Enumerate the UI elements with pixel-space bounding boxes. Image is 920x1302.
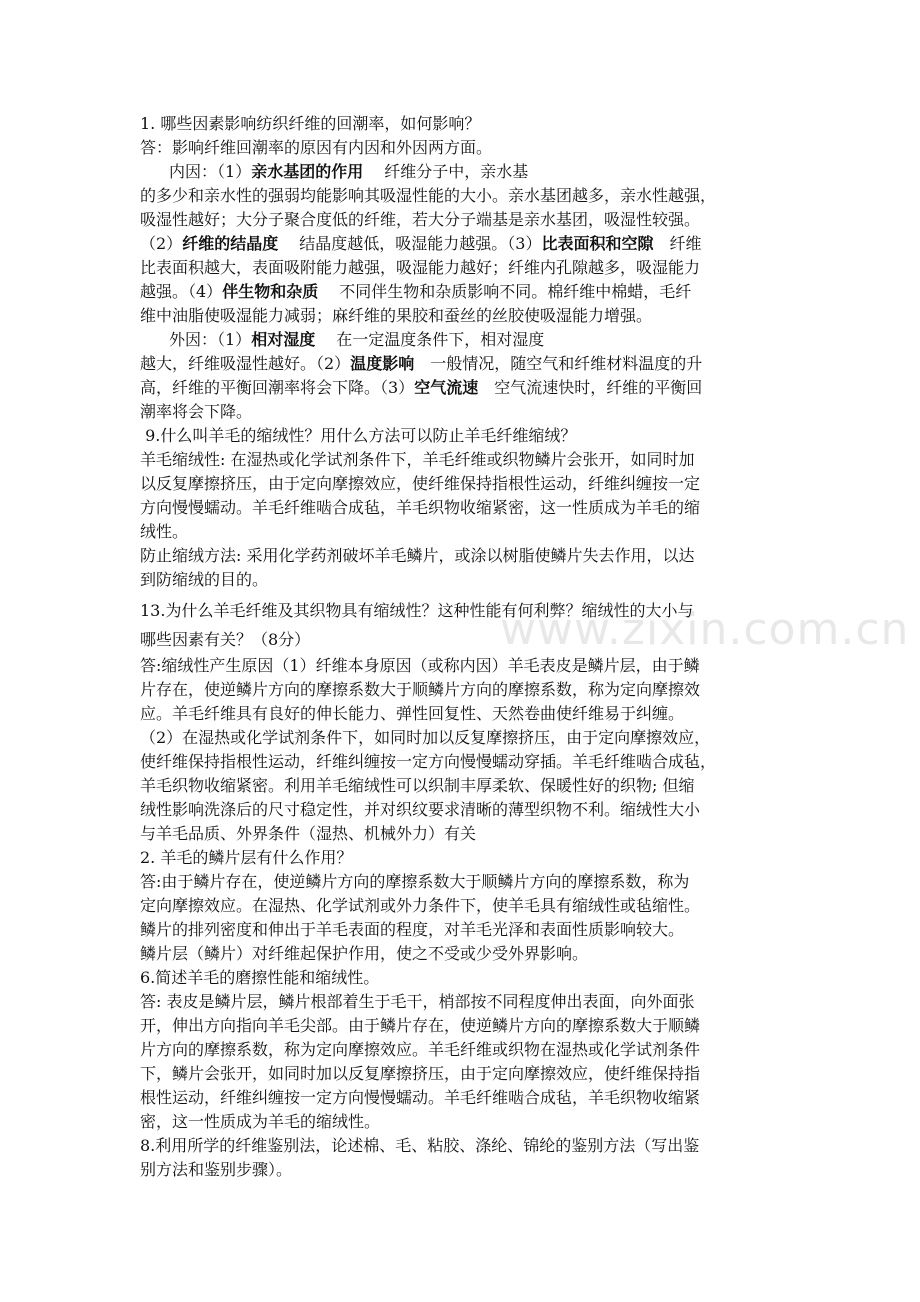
text: （2） (140, 234, 183, 253)
q13-line: 片存在，使逆鳞片方向的摩擦系数大于顺鳞片方向的摩擦系数，称为定向摩擦效 (140, 680, 701, 699)
q13-line: 绒性影响洗涤后的尺寸稳定性，并对织纹要求清晰的薄型织物不利。缩绒性大小 (140, 800, 701, 819)
text: 越大，纤维吸湿性越好。（2） (140, 354, 351, 373)
keyword-surface-area: 比表面积和空隙 (541, 234, 654, 253)
paragraph-line (140, 376, 790, 400)
internal-prefix: 内因：（1） (169, 162, 252, 181)
keyword-airflow: 空气流速 (414, 378, 479, 397)
text: 一般情况，随空气和纤维材料温度的升 (430, 354, 703, 373)
keyword-hydrophilic: 亲水基团的作用 (251, 162, 364, 181)
keyword-impurities: 伴生物和杂质 (222, 282, 319, 301)
q1-external-line (140, 328, 790, 352)
text: 结晶度越低，吸湿能力越强。（3） (299, 234, 542, 253)
paragraph-line (140, 280, 790, 304)
q6-line: 片方向的摩擦系数，称为定向摩擦效应。羊毛纤维或织物在湿热或化学试剂条件 (140, 1040, 701, 1059)
text: 在一定温度条件下，相对湿度 (336, 330, 545, 349)
q13-title: 哪些因素有关？（8分） (140, 630, 311, 649)
q8-title: 别方法和鉴别步骤）。 (140, 1160, 293, 1179)
q13-line: 羊毛织物收缩紧密。利用羊毛缩绒性可以织制丰厚柔软、保暖性好的织物; 但缩 (140, 776, 695, 795)
q9-line: 羊毛缩绒性: 在湿热或化学试剂条件下，羊毛纤维或织物鳞片会张开，如同时加 (140, 450, 695, 469)
q13-line: 答:缩绒性产生原因（1）纤维本身原因（或称内因）羊毛表皮是鳞片层，由于鳞 (140, 656, 700, 675)
keyword-humidity: 相对湿度 (251, 330, 316, 349)
q6-line: 下，鳞片会张开，如同时加以反复摩擦挤压，由于定向摩擦效应，使纤维保持指 (140, 1064, 701, 1083)
q13-line: 应。羊毛纤维具有良好的伸长能力、弹性回复性、天然卷曲使纤维易于纠缠。 (140, 704, 685, 723)
q9-line: 绒性。 (140, 522, 189, 541)
paragraph-line: 的多少和亲水性的强弱均能影响其吸湿性能的大小。亲水基团越多，亲水性越强， (140, 186, 717, 205)
q9-line: 防止缩绒方法: 采用化学药剂破坏羊毛鳞片，或涂以树脂使鳞片失去作用，以达 (140, 546, 695, 565)
q6-line: 开，伸出方向指向羊毛尖部。由于鳞片存在，使逆鳞片方向的摩擦系数大于顺鳞 (140, 1016, 701, 1035)
q13-line: （2）在湿热或化学试剂条件下，如同时加以反复摩擦挤压，由于定向摩擦效应， (140, 728, 711, 747)
text: 纤维 (669, 234, 702, 253)
q6-line: 密，这一性质成为羊毛的缩绒性。 (140, 1112, 381, 1131)
q9-line: 到防缩绒的目的。 (140, 570, 269, 589)
q2-title: 2. 羊毛的鳞片层有什么作用？ (140, 848, 353, 867)
text: 空气流速快时，纤维的平衡回 (494, 378, 703, 397)
q9-line: 方向慢慢蠕动。羊毛纤维啮合成毡，羊毛织物收缩紧密，这一性质成为羊毛的缩 (140, 498, 701, 517)
keyword-crystallinity: 纤维的结晶度 (182, 234, 279, 253)
q8-title: 8.利用所学的纤维鉴别法，论述棉、毛、粘胶、涤纶、锦纶的鉴别方法（写出鉴 (140, 1136, 700, 1155)
q1-internal-line (140, 160, 790, 184)
document-body (140, 112, 790, 1182)
paragraph-line: 吸湿性越好；大分子聚合度低的纤维，若大分子端基是亲水基团，吸湿性较强。 (140, 210, 701, 229)
q13-title: 13.为什么羊毛纤维及其织物具有缩绒性？这种性能有何利弊？缩绒性的大小与 (140, 601, 694, 620)
paragraph-line: 维中油脂使吸湿能力减弱；麻纤维的果胶和蚕丝的丝胶使吸湿能力增强。 (140, 306, 653, 325)
external-prefix: 外因：（1） (169, 330, 252, 349)
q1-intro: 答：影响纤维回潮率的原因有内因和外因两方面。 (140, 138, 493, 157)
text: 纤维分子中，亲水基 (384, 162, 529, 181)
paragraph-line (140, 352, 790, 376)
text: 不同伴生物和杂质影响不同。棉纤维中棉蜡，毛纤 (339, 282, 692, 301)
q13-line: 使纤维保持指根性运动，纤维纠缠按一定方向慢慢蠕动穿插。羊毛纤维啮合成毡， (140, 752, 717, 771)
q13-line: 与羊毛品质、外界条件（湿热、机械外力）有关 (140, 824, 477, 843)
paragraph-line: 潮率将会下降。 (140, 402, 253, 421)
paragraph-line: 比表面积越大，表面吸附能力越强，吸湿能力越好；纤维内孔隙越多，吸湿能力 (140, 258, 701, 277)
text: 高，纤维的平衡回潮率将会下降。（3） (140, 378, 415, 397)
q9-line: 以反复摩擦挤压，由于定向摩擦效应，使纤维保持指根性运动，纤维纠缠按一定 (140, 474, 701, 493)
keyword-temperature: 温度影响 (350, 354, 415, 373)
q1-title: 1. 哪些因素影响纺织纤维的回潮率，如何影响？ (140, 114, 481, 133)
q6-line: 根性运动，纤维纠缠按一定方向慢慢蠕动。羊毛纤维啮合成毡，羊毛织物收缩紧 (140, 1088, 701, 1107)
text: 越强。（4） (140, 282, 223, 301)
q6-line: 答: 表皮是鳞片层，鳞片根部着生于毛干，梢部按不同程度伸出表面，向外面张 (140, 992, 695, 1011)
watermark: www.zixin.com.cn (500, 604, 910, 655)
q2-line: 鳞片层（鳞片）对纤维起保护作用，使之不受或少受外界影响。 (140, 944, 589, 963)
q6-title: 6.简述羊毛的磨擦性能和缩绒性。 (140, 968, 380, 987)
q2-line: 定向摩擦效应。在湿热、化学试剂或外力条件下，使羊毛具有缩绒性或毡缩性。 (140, 896, 701, 915)
q2-line: 答:由于鳞片存在，使逆鳞片方向的摩擦系数大于顺鳞片方向的摩擦系数，称为 (140, 872, 690, 891)
q2-line: 鳞片的排列密度和伸出于羊毛表面的程度，对羊毛光泽和表面性质影响较大。 (140, 920, 685, 939)
q9-title: 9.什么叫羊毛的缩绒性？用什么方法可以防止羊毛纤维缩绒？ (140, 426, 577, 445)
paragraph-line (140, 232, 790, 256)
